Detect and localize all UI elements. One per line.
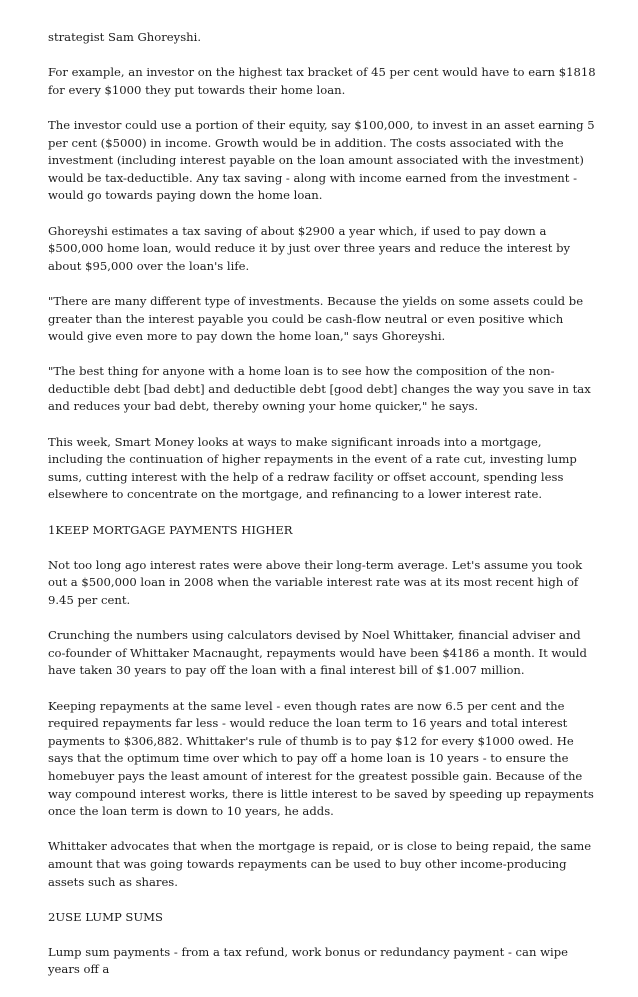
section-heading: 2USE LUMP SUMS [48, 909, 163, 924]
paragraph: This week, Smart Money looks at ways to make significant inroads into a mortgage, including the continuation of higher repayments in the event of a rate cut, investing lump sums, cutting interest with the help of a redraw facility or offset account, spending less elsewhere to concentrate on the mortgage, and refinancing to a lower interest rate. [48, 434, 577, 502]
article-body [48, 29, 600, 997]
paragraph: Ghoreyshi estimates a tax saving of about $2900 a year which, if used to pay down a $500,000 home loan, would reduce it by just over three years and reduce the interest by about $95,000 over the loan's life. [48, 223, 571, 273]
paragraph: The investor could use a portion of their equity, say $100,000, to invest in an asset earning 5 per cent ($5000) in income. Growth would be in addition. The costs associated with the investment (including interest payable on the loan amount associated with the investment) would be tax-deductible. Any tax saving - along with income earned from the investment - would go towards paying down the home loan. [48, 117, 595, 203]
section-heading: 1KEEP MORTGAGE PAYMENTS HIGHER [48, 522, 293, 537]
paragraph: "There are many different type of investments. Because the yields on some assets could be greater than the interest payable you could be cash-flow neutral or even positive which would give even more to pay down the home loan," says Ghoreyshi. [48, 293, 584, 344]
paragraph: Keeping repayments at the same level - even though rates are now 6.5 per cent and the required repayments far less - would reduce the loan term to 16 years and total interest payments to $306,882. Whittaker's rule of thumb is to pay $12 for every $1000 owed. He says that the optimum time over which to pay off a home loan is 10 years - to ensure the homebuyer pays the least amount of interest for the greatest possible gain. Because of the way compound interest works, there is little interest to be saved by speeding up repayments once the loan term is down to 10 years, he adds. [48, 698, 594, 819]
paragraph: Whittaker advocates that when the mortgage is repaid, or is close to being repaid, the same amount that was going towards repayments can be used to buy other income-producing assets such as shares. [48, 839, 592, 889]
paragraph: Not too long ago interest rates were above their long-term average. Let's assume you took out a $500,000 loan in 2008 when the variable interest rate was at its most recent high of 9.45 per cent. [48, 557, 583, 607]
paragraph: "The best thing for anyone with a home loan is to see how the composition of the non-deductible debt [bad debt] and deductible debt [good debt] changes the way you save in tax and reduces your bad debt, thereby owning your home quicker," he says. [48, 364, 591, 414]
paragraph: Crunching the numbers using calculators devised by Noel Whittaker, financial adviser and co-founder of Whittaker Macnaught, repayments would have been $4186 a month. It would have taken 30 years to pay off the loan with a final interest bill of $1.007 million. [48, 628, 587, 678]
paragraph: Lump sum payments - from a tax refund, work bonus or redundancy payment - can wipe years off a [48, 944, 569, 977]
paragraph: For example, an investor on the highest tax bracket of 45 per cent would have to earn $1818 for every $1000 they put towards their home loan. [48, 65, 596, 97]
paragraph: strategist Sam Ghoreyshi. [48, 30, 202, 44]
